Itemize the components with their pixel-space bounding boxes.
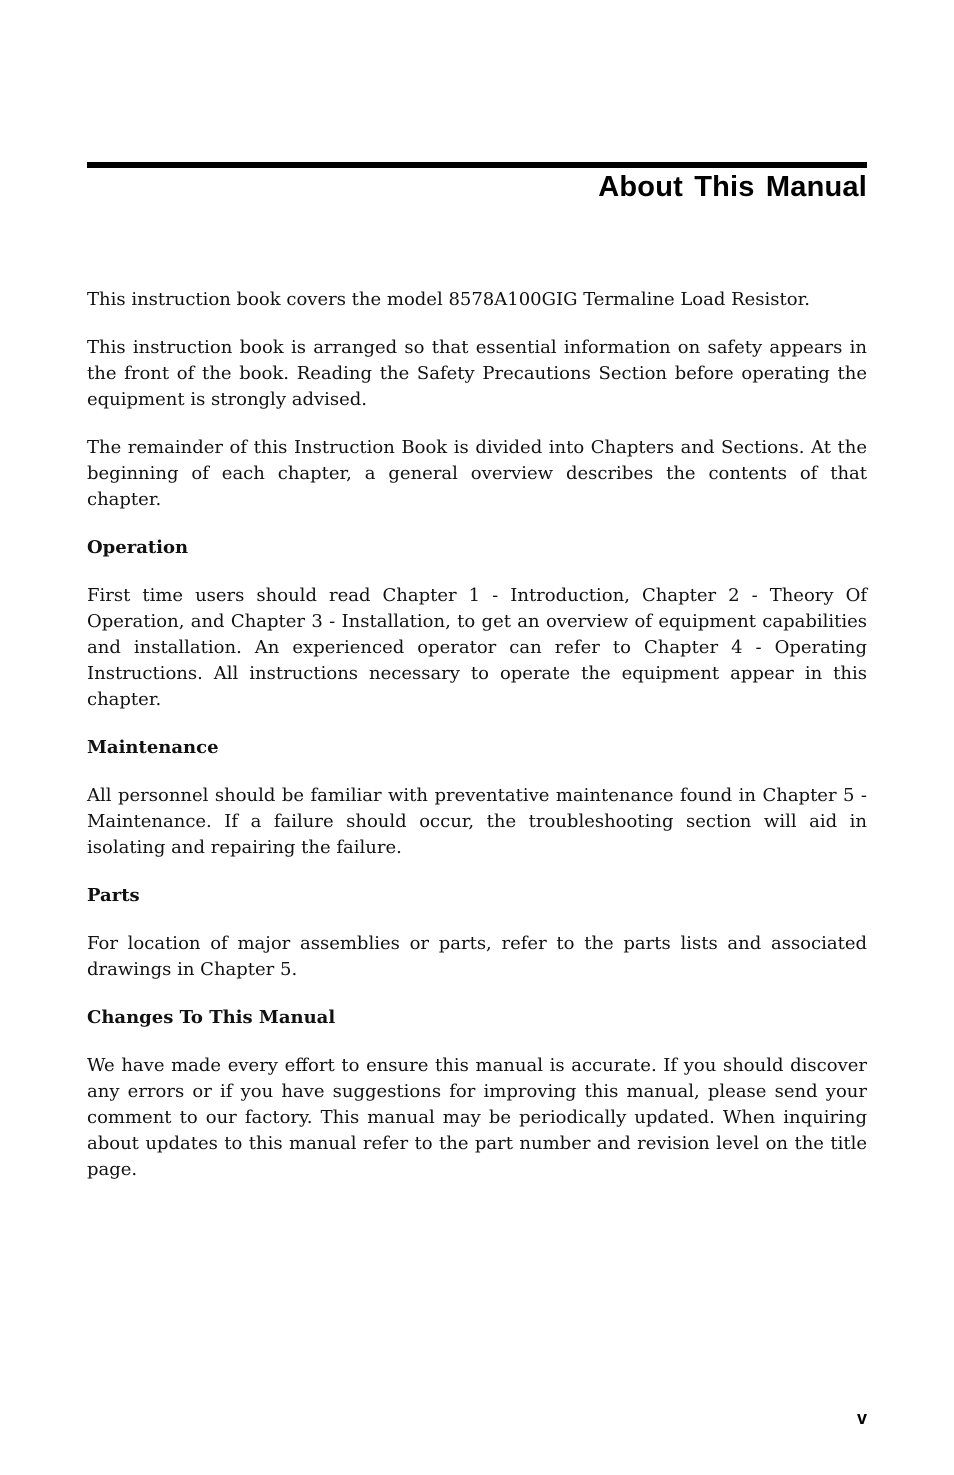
section-heading-operation: Operation <box>87 537 189 558</box>
section-text-operation: First time users should read Chapter 1 - Introduction, Chapter 2 - Theory Of Operation, and Chapter 3 - Installation, to get an overview of equipment capabilities and installation. An experienced operator can refer to Chapter 4 - Operating Instructions. All instructions necessary to operate the equipment appear in this chapter. <box>87 585 867 710</box>
section-text-maintenance: All personnel should be familiar with preventative maintenance found in Chapter 5 - Maintenance. If a failure should occur, the troubleshooting section will aid in isolating and repairing the failure. <box>87 785 867 858</box>
intro-paragraph-1: This instruction book covers the model 8578A100GIG Termaline Load Resistor. <box>87 289 810 310</box>
page-title: About This Manual <box>598 171 867 203</box>
section-heading-parts: Parts <box>87 885 140 906</box>
intro-paragraph-3: The remainder of this Instruction Book is divided into Chapters and Sections. At the beginning of each chapter, a general overview describes the contents of that chapter. <box>87 437 867 510</box>
section-heading-changes: Changes To This Manual <box>87 1007 336 1028</box>
section-heading-maintenance: Maintenance <box>87 737 219 758</box>
section-text-parts: For location of major assemblies or parts, refer to the parts lists and associated drawings in Chapter 5. <box>87 933 867 980</box>
page-content <box>87 287 867 1205</box>
section-text-changes: We have made every effort to ensure this manual is accurate. If you should discover any errors or if you have suggestions for improving this manual, please send your comment to our factory. This manual may be periodically updated. When inquiring about updates to this manual refer to the part number and revision level on the title page. <box>87 1055 867 1180</box>
intro-paragraph-2: This instruction book is arranged so that essential information on safety appears in the front of the book. Reading the Safety Precautions Section before operating the equipment is strongly advised. <box>87 337 867 410</box>
manual-page <box>87 0 867 1475</box>
page-number: v <box>856 1408 867 1428</box>
